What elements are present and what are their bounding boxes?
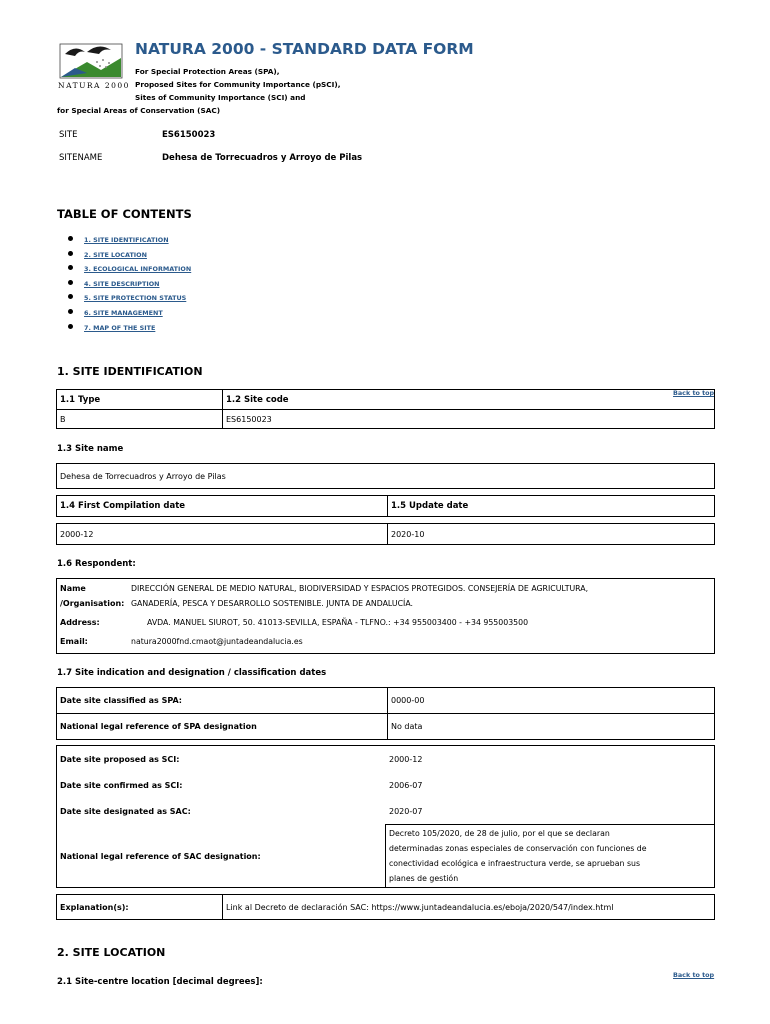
site-label: SITE [59, 130, 78, 140]
bullet-icon [68, 294, 73, 299]
form-title: NATURA 2000 - STANDARD DATA FORM [135, 40, 474, 58]
organisation-line-2: GANADERÍA, PESCA Y DESARROLLO SOSTENIBLE. JUNTA DE ANDALUCÍA. [131, 599, 414, 608]
bullet-icon [68, 265, 73, 270]
sac-reference-cell [385, 824, 715, 888]
spa-date-label: Date site classified as SPA: [57, 688, 388, 714]
bullet-icon [68, 309, 73, 314]
sac-reference-line-2: determinadas zonas especiales de conservación con funciones de [389, 844, 647, 853]
email-value: natura2000fnd.cmaot@juntadeandalucia.es [131, 637, 303, 646]
sac-designated-label: Date site designated as SAC: [60, 807, 191, 816]
subtitle-line-3: Sites of Community Importance (SCI) and [135, 93, 306, 102]
sac-reference-label: National legal reference of SAC designation: [60, 852, 261, 861]
type-code-table [56, 389, 715, 429]
toc-item [68, 322, 191, 337]
first-compilation-header: 1.4 First Compilation date [57, 496, 388, 517]
site-name-heading: 1.3 Site name [57, 444, 124, 454]
sac-designated-value: 2020-07 [389, 807, 423, 816]
back-to-top-link[interactable]: Back to top [673, 971, 715, 979]
type-header: 1.1 Type [57, 390, 223, 410]
site-name-value: Dehesa de Torrecuadros y Arroyo de Pilas [57, 464, 715, 489]
site-centre-heading: 2.1 Site-centre location [decimal degrees]: [57, 977, 263, 987]
sci-sac-box [56, 745, 715, 888]
toc-item [68, 234, 191, 249]
toc-link-site-management[interactable]: 6. SITE MANAGEMENT [84, 308, 163, 317]
spa-date-value: 0000-00 [388, 688, 715, 714]
explanation-table [56, 894, 715, 920]
toc-link-ecological-information[interactable]: 3. ECOLOGICAL INFORMATION [84, 265, 192, 274]
update-date-header: 1.5 Update date [388, 496, 715, 517]
toc-item [68, 263, 191, 278]
sac-reference-line-1: Decreto 105/2020, de 28 de julio, por el que se declaran [389, 829, 610, 838]
subtitle-line-4: for Special Areas of Conservation (SAC) [57, 106, 221, 115]
bullet-icon [68, 251, 73, 256]
toc-item [68, 292, 191, 307]
spa-reference-label: National legal reference of SPA designation [57, 714, 388, 740]
back-to-top-link[interactable]: Back to top [673, 389, 715, 397]
sac-reference-line-4: planes de gestión [389, 874, 459, 883]
toc-item [68, 249, 191, 264]
respondent-heading: 1.6 Respondent: [57, 559, 136, 569]
toc-list [68, 234, 191, 336]
address-value: AVDA. MANUEL SIUROT, 50. 41013-SEVILLA, ESPAÑA - TLFNO.: +34 955003400 - +34 955003500 [147, 618, 529, 627]
natura-2000-logo [57, 40, 130, 94]
update-date-value: 2020-10 [388, 524, 715, 545]
sci-confirmed-value: 2006-07 [389, 781, 423, 790]
toc-link-site-location[interactable]: 2. SITE LOCATION [84, 250, 147, 259]
section-1-title: 1. SITE IDENTIFICATION [57, 365, 203, 378]
email-label: Email: [60, 637, 88, 646]
site-value: ES6150023 [162, 130, 216, 140]
toc-link-site-protection-status[interactable]: 5. SITE PROTECTION STATUS [84, 294, 187, 303]
code-header: 1.2 Site code [223, 390, 715, 410]
address-label: Address: [60, 618, 100, 627]
sitename-value: Dehesa de Torrecuadros y Arroyo de Pilas [162, 153, 363, 163]
logo-text: NATURA 2000 [58, 81, 130, 90]
site-name-table [56, 463, 715, 489]
bullet-icon [68, 280, 73, 285]
toc-item [68, 307, 191, 322]
organisation-label: /Organisation: [60, 599, 125, 608]
spa-table [56, 687, 715, 740]
sac-reference-line-3: conectividad ecológica e infraestructura verde, se aprueban sus [389, 859, 641, 868]
toc-item [68, 278, 191, 293]
toc-title: TABLE OF CONTENTS [57, 207, 192, 221]
bullet-icon [68, 324, 73, 329]
section-2-title: 2. SITE LOCATION [57, 946, 166, 959]
subtitle-line-1: For Special Protection Areas (SPA), [135, 67, 280, 76]
spa-reference-value: No data [388, 714, 715, 740]
subtitle-line-2: Proposed Sites for Community Importance (pSCI), [135, 80, 341, 89]
respondent-box [56, 578, 715, 654]
organisation-line-1: DIRECCIÓN GENERAL DE MEDIO NATURAL, BIODIVERSIDAD Y ESPACIOS PROTEGIDOS. CONSEJERÍA DE AGRICULTURA, [131, 584, 589, 593]
sci-proposed-value: 2000-12 [389, 755, 423, 764]
sci-confirmed-label: Date site confirmed as SCI: [60, 781, 183, 790]
designation-heading: 1.7 Site indication and designation / classification dates [57, 668, 327, 678]
first-compilation-value: 2000-12 [57, 524, 388, 545]
code-value: ES6150023 [223, 410, 715, 429]
toc-link-map-of-the-site[interactable]: 7. MAP OF THE SITE [84, 323, 156, 332]
explanation-label: Explanation(s): [57, 895, 223, 920]
sitename-label: SITENAME [59, 153, 103, 163]
toc-link-site-description[interactable]: 4. SITE DESCRIPTION [84, 279, 160, 288]
toc-link-site-identification[interactable]: 1. SITE IDENTIFICATION [84, 236, 169, 244]
name-label: Name [60, 584, 86, 593]
bullet-icon [68, 236, 73, 241]
sci-proposed-label: Date site proposed as SCI: [60, 755, 180, 764]
type-value: B [57, 410, 223, 429]
explanation-value: Link al Decreto de declaración SAC: https://www.juntadeandalucia.es/eboja/2020/547/index.html [223, 895, 715, 920]
compilation-dates-value-table [56, 523, 715, 545]
compilation-dates-header-table [56, 495, 715, 517]
